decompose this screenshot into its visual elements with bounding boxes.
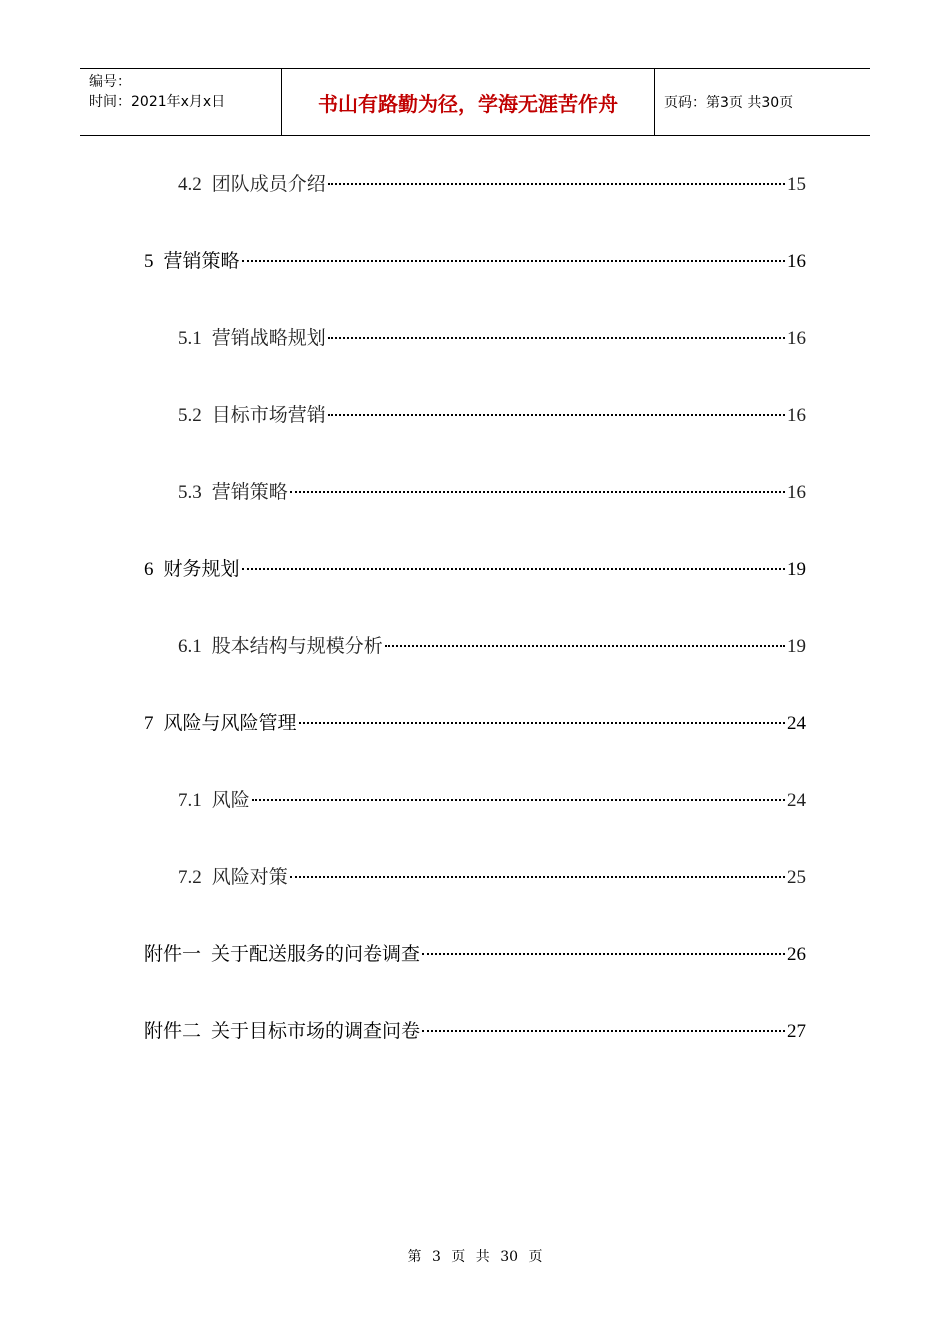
toc-entry-number: 7 [144, 713, 154, 734]
toc-leader-dots [422, 953, 785, 955]
toc-entry-page: 16 [787, 251, 806, 272]
toc-entry[interactable] [178, 630, 806, 662]
toc-entry-title: 风险对策 [211, 866, 288, 888]
toc-leader-dots [242, 260, 785, 262]
toc-entry-number: 附件二 [144, 1021, 202, 1042]
toc-entry[interactable] [144, 938, 806, 970]
toc-entry-number: 7.2 [178, 867, 202, 888]
toc-entry[interactable] [144, 1015, 806, 1047]
toc-entry-title: 目标市场营销 [211, 404, 326, 426]
toc-entry-number: 5.2 [178, 405, 202, 426]
toc-entry-page: 16 [787, 482, 806, 503]
header-page-label: 页码：第3页 共30页 [664, 95, 794, 111]
toc-entry-title: 股本结构与规模分析 [211, 635, 383, 657]
toc-entry-page: 16 [787, 405, 806, 426]
toc-entry-number: 6 [144, 559, 154, 580]
toc-entry-number: 5.1 [178, 328, 202, 349]
header-time-label: 时间：2021年x月x日 [89, 94, 226, 110]
toc-leader-dots [328, 183, 785, 185]
toc-entry-title: 关于配送服务的问卷调查 [211, 943, 421, 965]
toc-entry-page: 15 [787, 174, 806, 195]
toc-entry-title: 营销策略 [211, 481, 288, 503]
toc-leader-dots [328, 414, 785, 416]
toc-entry-title: 关于目标市场的调查问卷 [211, 1020, 421, 1042]
toc-entry-page: 19 [787, 559, 806, 580]
toc-entry-page: 27 [787, 1021, 806, 1042]
toc-entry[interactable] [178, 784, 806, 816]
toc-entry[interactable] [178, 399, 806, 431]
toc-entry-page: 24 [787, 713, 806, 734]
header-meta [89, 72, 225, 112]
toc-leader-dots [290, 876, 785, 878]
toc-leader-dots [242, 568, 785, 570]
toc-entry[interactable] [144, 553, 806, 585]
toc-entry-title: 营销策略 [163, 250, 240, 272]
toc-entry-page: 25 [787, 867, 806, 888]
toc-entry-number: 6.1 [178, 636, 202, 657]
toc-entry-title: 风险 [211, 789, 250, 811]
toc-leader-dots [299, 722, 785, 724]
page-footer: 第 3 页 共 30 页 [407, 1249, 543, 1265]
toc-entry[interactable] [178, 476, 806, 508]
toc-leader-dots [290, 491, 785, 493]
header-divider [654, 69, 655, 135]
toc-entry[interactable] [178, 861, 806, 893]
toc-entry[interactable] [144, 707, 806, 739]
header-number-label: 编号： [89, 74, 131, 90]
toc-entry-page: 19 [787, 636, 806, 657]
toc-entry-page: 16 [787, 328, 806, 349]
header-motto: 书山有路勤为径，学海无涯苦作舟 [318, 91, 618, 116]
toc-entry[interactable] [178, 322, 806, 354]
toc-leader-dots [385, 645, 785, 647]
toc-entry-page: 26 [787, 944, 806, 965]
toc-leader-dots [328, 337, 785, 339]
toc-entry-page: 24 [787, 790, 806, 811]
toc-entry-number: 5.3 [178, 482, 202, 503]
toc-entry[interactable] [144, 245, 806, 277]
toc-entry-title: 财务规划 [163, 558, 240, 580]
toc-entry-number: 附件一 [144, 944, 202, 965]
toc-entry-number: 5 [144, 251, 154, 272]
toc-entry-title: 营销战略规划 [211, 327, 326, 349]
toc-entry-title: 团队成员介绍 [211, 173, 326, 195]
page-header [80, 68, 870, 136]
toc-entry-title: 风险与风险管理 [163, 712, 297, 734]
toc-leader-dots [252, 799, 785, 801]
toc-entry-number: 4.2 [178, 174, 202, 195]
toc-entry[interactable] [178, 168, 806, 200]
toc-entry-number: 7.1 [178, 790, 202, 811]
toc-leader-dots [422, 1030, 785, 1032]
